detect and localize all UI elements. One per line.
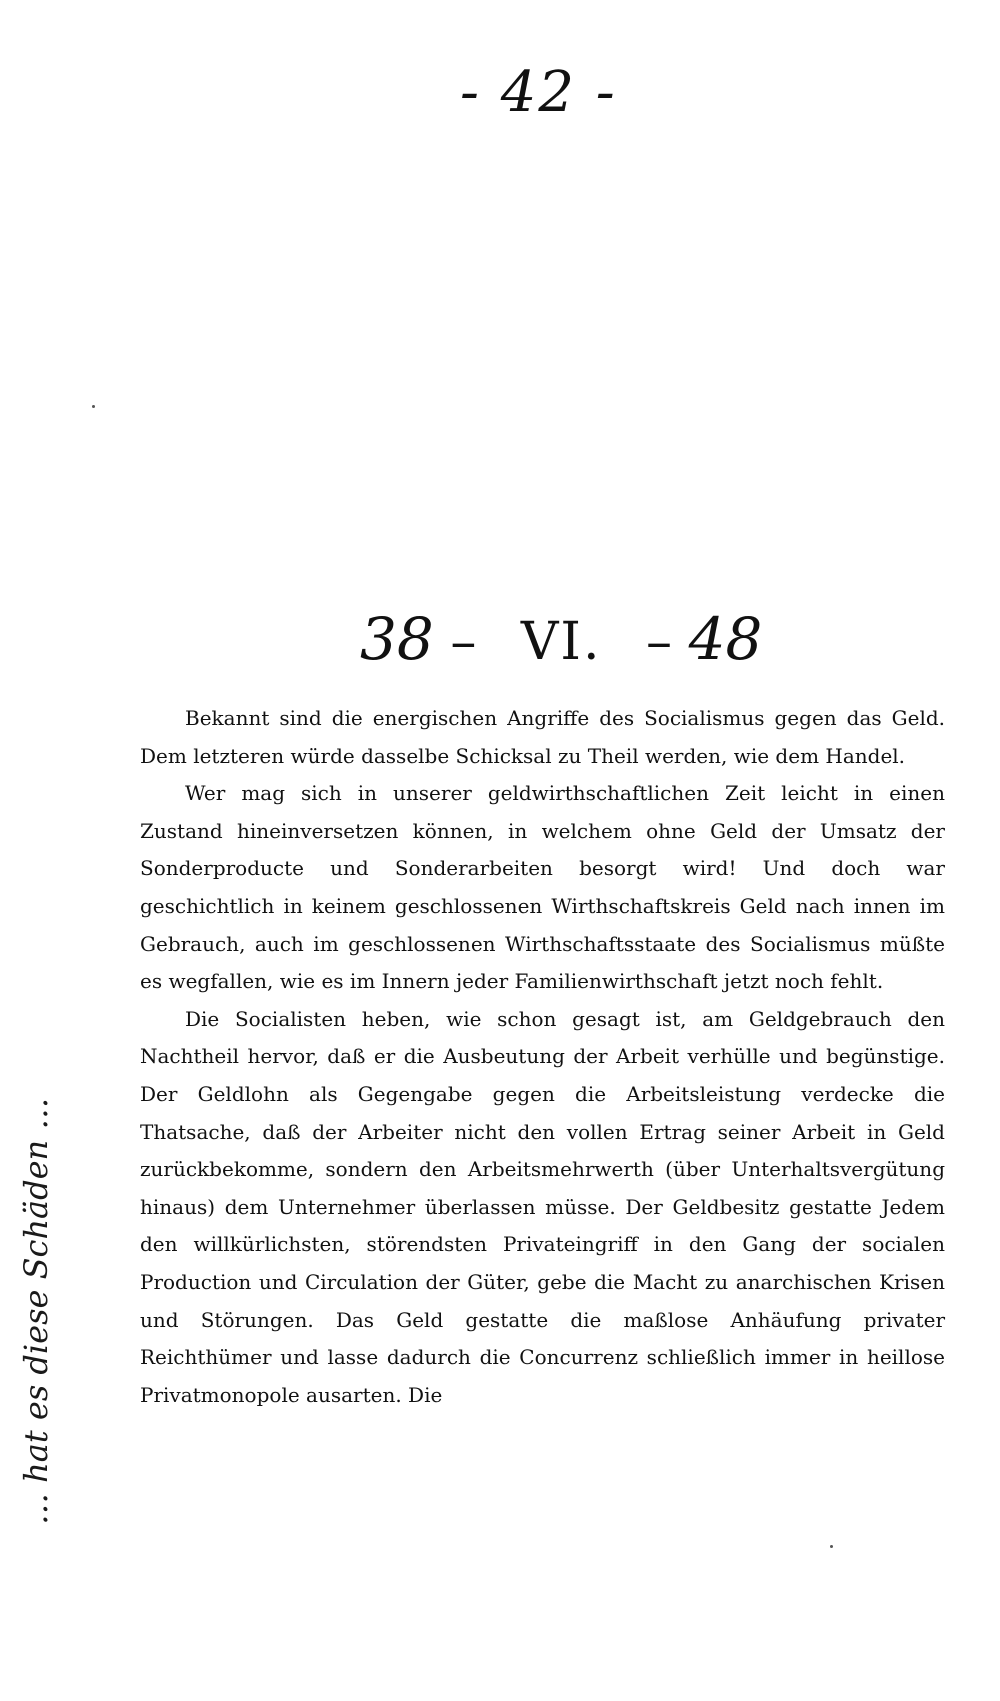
chapter-heading: [360, 605, 762, 673]
paragraph-2: Wer mag sich in unserer geldwirthschaftlichen Zeit leicht in einen Zustand hineinversetzen können, in welchem ohne Geld der Umsatz der Sonderproducte und Sonderarbeiten besorgt wird! Und doch war geschichtlich in keinem geschlossenen Wirthschaftskreis Geld nach innen im Gebrauch, auch im geschlossenen Wirthschaftsstaate des Socialismus müßte es wegfallen, wie es im Innern jeder Familienwirthschaft jetzt noch fehlt.: [140, 781, 945, 994]
page-number: - 42 -: [460, 60, 617, 125]
chapter-handwritten-number-right: 48: [688, 605, 763, 673]
handwritten-margin-note: … hat es diese Schäden …: [17, 1097, 55, 1525]
paragraph-1: Bekannt sind die energischen Angriffe des Socialismus gegen das Geld. Dem letzteren würde dasselbe Schicksal zu Theil werden, wie dem Handel.: [140, 706, 945, 768]
body-text: [140, 700, 945, 1414]
chapter-dash-left: –: [450, 612, 477, 672]
scan-speck: [92, 405, 95, 408]
chapter-roman-numeral: VI.: [520, 612, 602, 672]
paragraph-3: Die Socialisten heben, wie schon gesagt ist, am Geldgebrauch den Nachtheil hervor, daß er die Ausbeutung der Arbeit verhülle und begünstige. Der Geldlohn als Gegengabe gegen die Arbeitsleistung verdecke die Thatsache, daß der Arbeiter nicht den vollen Ertrag seiner Arbeit in Geld zurückbekomme, sondern den Arbeitsmehrwerth (über Unterhaltsvergütung hinaus) dem Unternehmer überlassen müsse. Der Geldbesitz gestatte Jedem den willkürlichsten, störendsten Privateingriff in den Gang der socialen Production und Circulation der Güter, gebe die Macht zu anarchischen Krisen und Störungen. Das Geld gestatte die maßlose Anhäufung privater Reichthümer und lasse dadurch die Concurrenz schließlich immer in heillose Privatmonopole ausarten. Die: [140, 1006, 945, 1407]
chapter-dash-right: –: [646, 612, 673, 672]
scan-speck: [830, 1545, 833, 1548]
chapter-handwritten-number-left: 38: [360, 605, 434, 673]
